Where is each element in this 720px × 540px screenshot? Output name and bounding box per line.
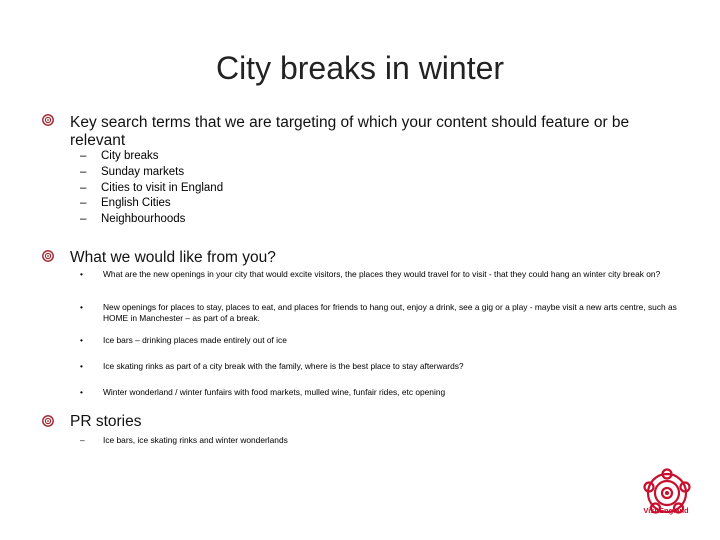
section-heading-pr-stories: PR stories	[70, 413, 142, 430]
list-item-text: Ice bars, ice skating rinks and winter wonderlands	[103, 435, 288, 445]
list-item	[80, 212, 223, 228]
list-item	[80, 269, 690, 280]
list-item	[80, 302, 690, 324]
list-item	[80, 149, 223, 165]
tudor-rose-logo-icon	[632, 458, 702, 530]
list-item-text: Cities to visit in England	[101, 181, 224, 194]
dash-marker: –	[80, 165, 87, 178]
dash-marker: –	[80, 181, 87, 194]
list-item-text: Neighbourhoods	[101, 213, 186, 226]
dot-marker: •	[80, 335, 83, 345]
list-item	[80, 196, 223, 212]
visitengland-logo-text: VisitEngland	[643, 506, 689, 515]
rose-bullet-icon	[42, 415, 54, 427]
rose-bullet-icon	[42, 250, 54, 262]
dot-marker: •	[80, 387, 83, 397]
list-item	[80, 361, 690, 372]
rose-bullet-icon	[42, 114, 54, 126]
slide-title: City breaks in winter	[215, 50, 505, 86]
heading-line: relevant	[70, 132, 126, 149]
list-item-text: City breaks	[101, 150, 159, 162]
list-item-text: New openings for places to stay, places to eat, and places for friends to hang out, enjoy a drink, see a gig or a play - maybe visit a new arts centre, such as HOME in Manchester – as part of a break.	[103, 302, 677, 323]
search-terms-list	[80, 149, 223, 228]
dot-marker: •	[80, 361, 83, 371]
list-item-text: Ice skating rinks as part of a city break with the family, where is the best place to stay afterwards?	[103, 361, 464, 371]
list-item	[80, 181, 223, 197]
list-item-text: Sunday markets	[101, 165, 185, 178]
list-item-text: English Cities	[101, 197, 171, 210]
list-item	[80, 435, 690, 446]
dash-marker: –	[80, 197, 87, 210]
list-item-text: Ice bars – drinking places made entirely out of ice	[103, 335, 287, 345]
list-item	[80, 165, 223, 181]
dot-marker: •	[80, 269, 83, 279]
heading-line: Key search terms that we are targeting of which your content should feature or be	[70, 114, 630, 131]
section-heading-search-terms	[70, 114, 629, 150]
section-heading-what-we-would-like: What we would like from you?	[70, 249, 276, 266]
list-item	[80, 335, 690, 346]
list-item	[80, 387, 690, 398]
list-item-text: Winter wonderland / winter funfairs with food markets, mulled wine, funfair rides, etc opening	[103, 387, 446, 397]
dash-marker: –	[80, 150, 87, 162]
dash-marker: –	[80, 213, 87, 226]
dot-marker: •	[80, 302, 83, 312]
dash-marker: –	[80, 435, 85, 445]
list-item-text: What are the new openings in your city that would excite visitors, the places they would travel for to visit - that they could hang an winter city break on?	[103, 269, 661, 279]
